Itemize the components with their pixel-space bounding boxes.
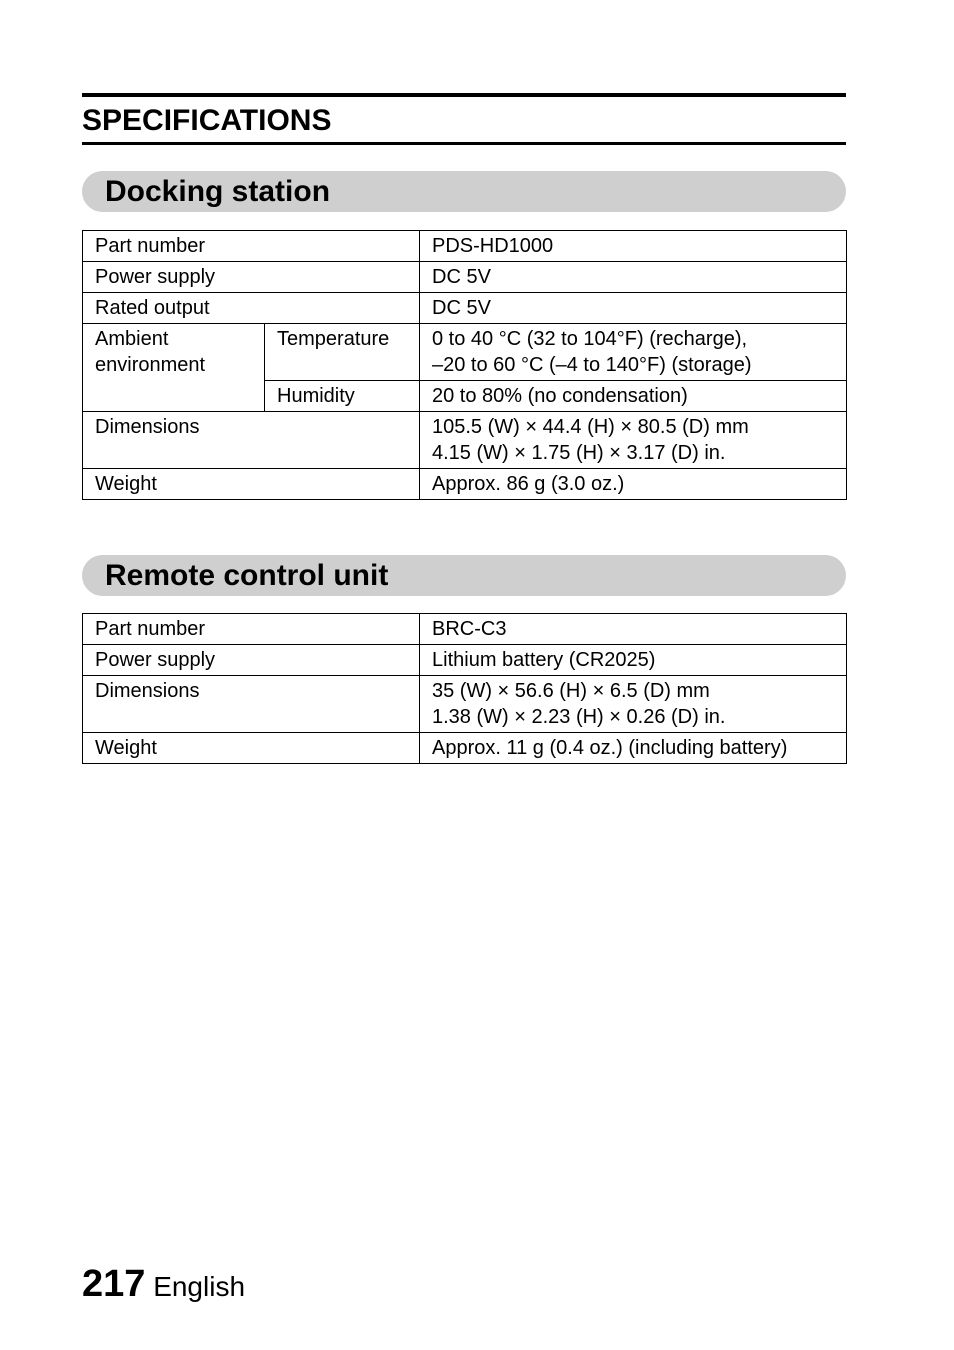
row-label: Dimensions	[83, 412, 420, 469]
humidity-label: Humidity	[265, 381, 420, 412]
humidity-value: 20 to 80% (no condensation)	[420, 381, 847, 412]
ambient-environment-label	[83, 324, 265, 412]
table-row	[83, 262, 847, 293]
page-title: SPECIFICATIONS	[82, 93, 846, 145]
table-row	[83, 469, 847, 500]
value-line: 0 to 40 °C (32 to 104°F) (recharge),	[432, 328, 748, 350]
docking-station-heading: Docking station	[82, 171, 846, 212]
row-label: Part number	[83, 614, 420, 645]
temperature-value	[420, 324, 847, 381]
table-row	[83, 733, 847, 764]
row-value: BRC-C3	[420, 614, 847, 645]
row-label: Part number	[83, 231, 420, 262]
temperature-label: Temperature	[265, 324, 420, 381]
row-value: Approx. 86 g (3.0 oz.)	[420, 469, 847, 500]
row-label: Dimensions	[83, 676, 420, 733]
row-value: Approx. 11 g (0.4 oz.) (including battery)	[420, 733, 847, 764]
label-line: environment	[95, 354, 206, 376]
value-line: 105.5 (W) × 44.4 (H) × 80.5 (D) mm	[432, 416, 749, 438]
row-label: Rated output	[83, 293, 420, 324]
table-row	[83, 412, 847, 469]
language-label: English	[153, 1271, 246, 1302]
value-line: 4.15 (W) × 1.75 (H) × 3.17 (D) in.	[432, 442, 726, 464]
row-value: DC 5V	[420, 293, 847, 324]
row-label: Weight	[83, 733, 420, 764]
row-value: PDS-HD1000	[420, 231, 847, 262]
row-value: Lithium battery (CR2025)	[420, 645, 847, 676]
table-row	[83, 231, 847, 262]
row-value	[420, 676, 847, 733]
page-number: 217	[82, 1263, 146, 1305]
value-line: 35 (W) × 56.6 (H) × 6.5 (D) mm	[432, 680, 710, 702]
row-label: Weight	[83, 469, 420, 500]
remote-control-heading: Remote control unit	[82, 555, 846, 596]
remote-control-spec-table	[82, 613, 847, 764]
row-value	[420, 412, 847, 469]
docking-station-spec-table	[82, 230, 847, 500]
table-row	[83, 676, 847, 733]
label-line: Ambient	[95, 328, 169, 350]
value-line: –20 to 60 °C (–4 to 140°F) (storage)	[432, 354, 752, 376]
value-line: 1.38 (W) × 2.23 (H) × 0.26 (D) in.	[432, 706, 726, 728]
table-row	[83, 645, 847, 676]
table-row	[83, 614, 847, 645]
row-label: Power supply	[83, 262, 420, 293]
row-value: DC 5V	[420, 262, 847, 293]
table-row	[83, 293, 847, 324]
row-label: Power supply	[83, 645, 420, 676]
page-footer	[82, 1262, 245, 1309]
table-row	[83, 324, 847, 381]
